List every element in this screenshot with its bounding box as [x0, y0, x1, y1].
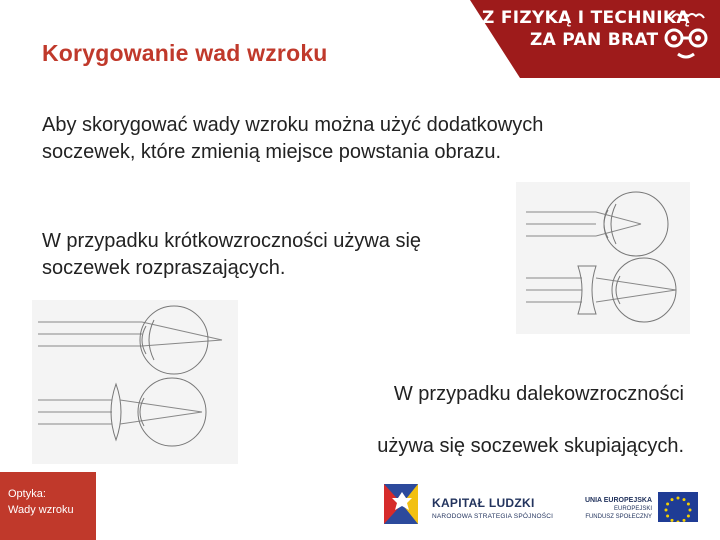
- hyperopia-line-2: używa się soczewek skupiających.: [377, 435, 684, 457]
- eu-line-1: UNIA EUROPEJSKA: [584, 497, 652, 504]
- myopia-correction-diagram: [516, 182, 690, 334]
- myopia-paragraph: W przypadku krótkowzroczności używa się soczewek rozpraszających.: [42, 230, 422, 279]
- intro-paragraph: Aby skorygować wady wzroku można użyć dodatkowych soczewek, które zmienią miejsce powstania obrazu.: [42, 114, 544, 163]
- slide-title: Korygowanie wad wzroku: [42, 40, 328, 66]
- hyperopia-paragraph: [294, 368, 684, 472]
- mustache-icon: [670, 10, 706, 22]
- glasses-icon: [660, 26, 712, 66]
- brand-line-1: Z FIZYKĄ I TECHNIKĄ: [482, 8, 690, 28]
- hyperopia-line-1: W przypadku dalekowzroczności: [393, 383, 684, 405]
- section-line-1: Optyka:: [8, 488, 46, 500]
- eu-flag-icon: [658, 492, 698, 522]
- hyperopia-diagram-svg: [32, 300, 238, 464]
- section-line-2: Wady wzroku: [8, 504, 74, 516]
- kapital-ludzki-title: KAPITAŁ LUDZKI: [432, 496, 535, 510]
- kapital-ludzki-subtitle: NARODOWA STRATEGIA SPÓJNOŚCI: [432, 513, 554, 520]
- kapital-ludzki-logo: [378, 480, 424, 528]
- eu-line-3: FUNDUSZ SPOŁECZNY: [585, 514, 652, 520]
- myopia-diagram-svg: [516, 182, 690, 334]
- hyperopia-correction-diagram: [32, 300, 238, 464]
- brand-line-2: ZA PAN BRAT: [530, 30, 659, 50]
- eu-line-2: EUROPEJSKI: [613, 506, 652, 512]
- section-label: [8, 486, 74, 518]
